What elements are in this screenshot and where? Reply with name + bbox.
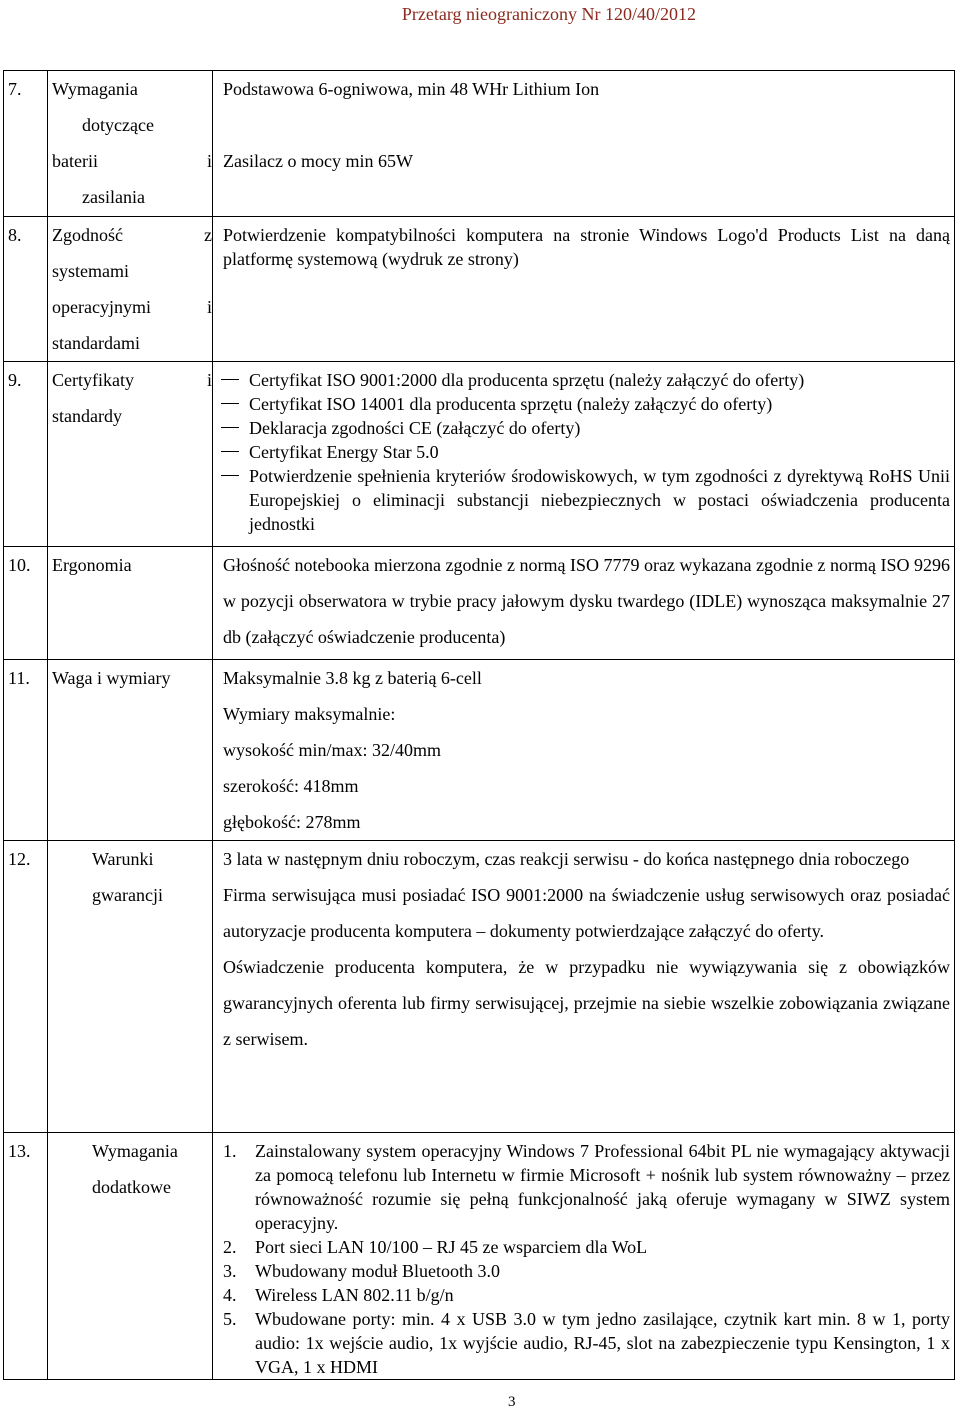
list-item: 1. Zainstalowany system operacyjny Windows 7 Professional 64bit PL nie wymagający aktywacji za pomocą telefonu lub Internetu w firmie Microsoft + nośnik lub system równoważny – przez równoważność rozumie się pełną funkcjonalność jaką oferuje wymagany w SIWZ system operacyjny.	[223, 1141, 950, 1233]
row-number: 8.	[4, 217, 48, 362]
row-number: 7.	[4, 71, 48, 217]
table-row	[4, 547, 955, 660]
table-row	[4, 362, 955, 547]
row-number: 11.	[4, 660, 48, 841]
row-name: Certyfikaty i standardy	[48, 362, 213, 547]
row-value: Maksymalnie 3.8 kg z baterią 6-cell Wymiary maksymalnie: wysokość min/max: 32/40mm szerokość: 418mm głębokość: 278mm	[213, 660, 955, 841]
row-value	[213, 362, 955, 547]
table-row	[4, 841, 955, 1133]
list-item: 3. Wbudowany moduł Bluetooth 3.0	[223, 1261, 500, 1281]
table-row	[4, 217, 955, 362]
list-item: Certyfikat ISO 14001 dla producenta sprzętu (należy załączyć do oferty)	[217, 392, 950, 416]
row-value: Podstawowa 6-ogniwowa, min 48 WHr Lithium Ion Zasilacz o mocy min 65W	[213, 71, 955, 217]
list-item: 5. Wbudowane porty: min. 4 x USB 3.0 w tym jedno zasilające, czytnik kart min. 8 w 1, porty audio: 1x wejście audio, 1x wyjście audio, RJ-45, slot na zabezpieczenie typu Kensington, 1 x VGA, 1 x HDMI	[223, 1309, 950, 1377]
table-row	[4, 71, 955, 217]
row-value: Głośność notebooka mierzona zgodnie z normą ISO 7779 oraz wykazana zgodnie z normą ISO 9296 w pozycji obserwatora w trybie pracy jałowym dysku twardego (IDLE) wynosząca maksymalnie 27 db (załączyć oświadczenie producenta)	[213, 547, 955, 660]
table-row	[4, 1133, 955, 1380]
certificate-list	[217, 362, 950, 536]
row-number: 9.	[4, 362, 48, 547]
row-number: 13.	[4, 1133, 48, 1380]
row-name: Waga i wymiary	[48, 660, 213, 841]
list-item: Certyfikat Energy Star 5.0	[217, 440, 950, 464]
list-item: Deklaracja zgodności CE (załączyć do oferty)	[217, 416, 950, 440]
list-item: 4. Wireless LAN 802.11 b/g/n	[223, 1285, 454, 1305]
spec-table	[3, 70, 955, 1380]
page-number: 3	[508, 1394, 516, 1410]
list-item: Certyfikat ISO 9001:2000 dla producenta sprzętu (należy załączyć do oferty)	[217, 368, 950, 392]
row-number: 10.	[4, 547, 48, 660]
additional-requirements-list	[223, 1133, 950, 1379]
row-number: 12.	[4, 841, 48, 1133]
row-value: 3 lata w następnym dniu roboczym, czas reakcji serwisu - do końca następnego dnia roboczego Firma serwisująca musi posiadać ISO 9001:2000 na świadczenie usług serwisowych oraz posiadać autoryzacje producenta komputera – dokumenty potwierdzające załączyć do oferty. Oświadczenie producenta komputera, że w przypadku nie wywiązywania się z obowiązków gwarancyjnych oferenta lub firmy serwisującej, przejmie na siebie wszelkie zobowiązania związane z serwisem.	[213, 841, 955, 1133]
row-name: Zgodność z systemami operacyjnymi i standardami	[48, 217, 213, 362]
list-item: 2. Port sieci LAN 10/100 – RJ 45 ze wsparciem dla WoL	[223, 1237, 648, 1257]
page-header: Przetarg nieograniczony Nr 120/40/2012	[401, 4, 696, 24]
row-name: Wymagania dotyczące baterii i zasilania	[48, 71, 213, 217]
row-value: Potwierdzenie kompatybilności komputera na stronie Windows Logo'd Products List na daną platformę systemową (wydruk ze strony)	[213, 217, 955, 362]
table-row	[4, 660, 955, 841]
list-item: Potwierdzenie spełnienia kryteriów środowiskowych, w tym zgodności z dyrektywą RoHS Unii Europejskiej o eliminacji substancji niebezpiecznych w postaci oświadczenia producenta jednostki	[217, 464, 950, 536]
row-value	[213, 1133, 955, 1380]
row-name: Ergonomia	[48, 547, 213, 660]
row-name: Warunki gwarancji	[48, 841, 213, 1133]
row-name: Wymagania dodatkowe	[48, 1133, 213, 1380]
